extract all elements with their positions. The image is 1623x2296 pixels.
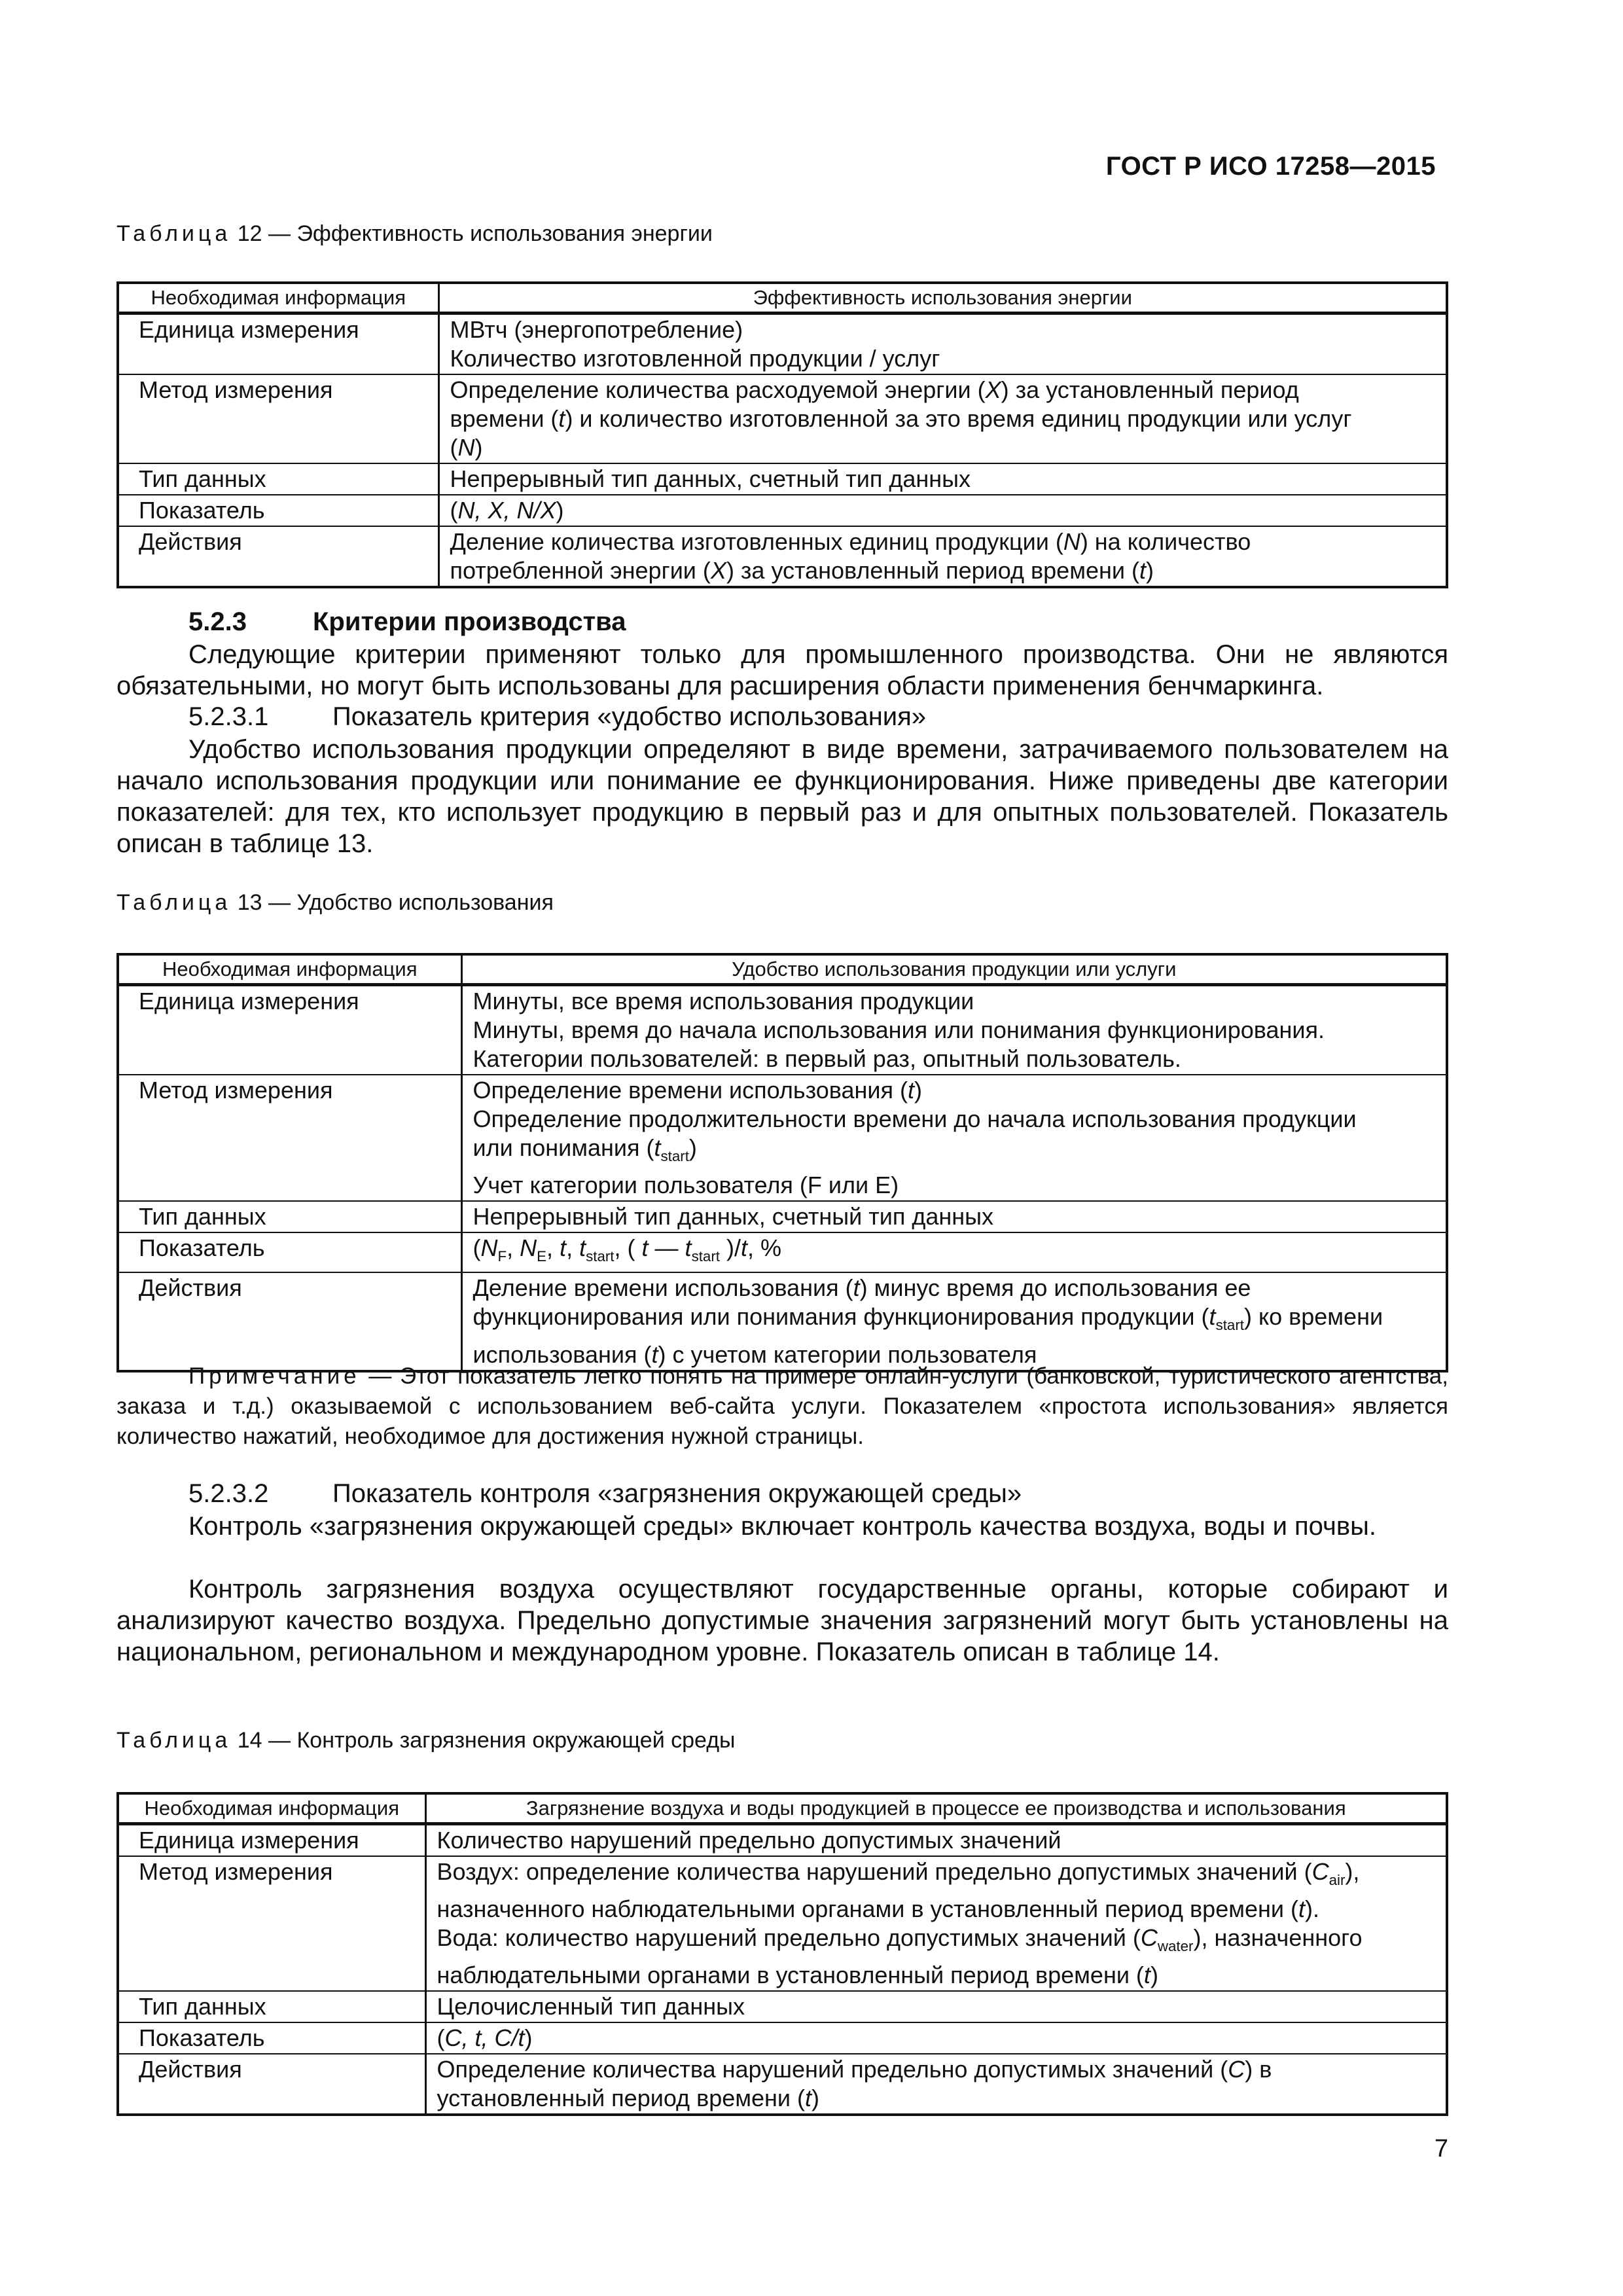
section-5232-title: Показатель контроля «загрязнения окружающей среды» <box>332 1479 1022 1508</box>
row-value <box>438 526 1447 587</box>
table13-caption-label: Таблица <box>116 890 232 915</box>
section-5232-heading <box>188 1479 1022 1509</box>
table14-caption-label: Таблица <box>116 1728 232 1753</box>
table-row <box>118 495 1447 526</box>
table14-caption-text: 14 — Контроль загрязнения окружающей среды <box>237 1728 736 1753</box>
row-value-line: потребленной энергии (X) за установленный период времени (t) <box>450 557 1154 584</box>
table12-col-header: Необходимая информация <box>118 283 438 314</box>
section-5231-text: Удобство использования продукции определяют в виде времени, затрачиваемого пользователем на начало использования продукции или понимание ее функционирования. Ниже приведены две категории показателей: для тех, кто использует продукцию в первый раз и для опытных пользователей. Показатель описан в таблице 13. <box>116 735 1448 858</box>
row-value-line: назначенного наблюдательными органами в установленный период времени (t). <box>437 1895 1319 1923</box>
table-row <box>118 1991 1447 2022</box>
row-value <box>461 985 1447 1075</box>
table-row <box>118 985 1447 1075</box>
row-value-line: Категории пользователей: в первый раз, опытный пользователь. <box>473 1045 1181 1072</box>
row-value-line: времени (t) и количество изготовленной за это время единиц продукции или услуг <box>450 405 1352 432</box>
section-5232-text2: Контроль загрязнения воздуха осуществляют государственные органы, которые собирают и анализируют качество воздуха. Предельно допустимые значения загрязнений могут быть установлены на национальном, региональном и международном уровне. Показатель описан в таблице 14. <box>116 1575 1448 1666</box>
row-value-line: Деление количества изготовленных единиц продукции (N) на количество <box>450 528 1251 555</box>
row-value-line: наблюдательными органами в установленный период времени (t) <box>437 1962 1158 1989</box>
table14 <box>116 1792 1448 2116</box>
row-value-line: Непрерывный тип данных, счетный тип данных <box>450 465 971 492</box>
row-value-line: Определение времени использования (t) <box>473 1077 923 1103</box>
row-value-line: ($N_F$, $N_E$, t, $t_{start}$, ( t — $t_{start}$ )/t, % <box>473 1234 781 1265</box>
table13-col-header: Удобство использования продукции или услуги <box>461 954 1447 985</box>
table12-caption-text: 12 — Эффективность использования энергии <box>237 221 713 246</box>
note-text: — Этот показатель легко понять на примере онлайн-услуги (банковской, туристического агентства, заказа и т.д.) оказываемой с использованием веб-сайта услуги. Показателем «простота использования» является количество нажатий, необходимое для достижения нужной страницы. <box>116 1363 1448 1449</box>
section-523-title: Критерии производства <box>313 607 626 636</box>
section-5231-heading <box>188 702 926 732</box>
row-label: Единица измерения <box>118 985 461 1075</box>
section-5232-text1: Контроль «загрязнения окружающей среды» включает контроль качества воздуха, воды и почвы. <box>188 1512 1376 1541</box>
row-label: Единица измерения <box>118 314 438 375</box>
row-label: Действия <box>118 1272 461 1371</box>
row-label: Метод измерения <box>118 374 438 463</box>
table14-col-header: Загрязнение воздуха и воды продукцией в процессе ее производства и использования <box>425 1793 1447 1824</box>
note-label: Примечание <box>188 1363 361 1389</box>
row-value <box>461 1272 1447 1371</box>
table-row <box>118 463 1447 495</box>
row-value-line: установленный период времени (t) <box>437 2085 819 2112</box>
row-value-line: Определение количества расходуемой энергии (X) за установленный период <box>450 376 1299 403</box>
row-value-line: Определение продолжительности времени до начала использования продукции <box>473 1105 1357 1132</box>
row-value-line: функционирования или понимания функционирования продукции $(t_{start})$ ко времени <box>473 1303 1383 1334</box>
row-value-line: Целочисленный тип данных <box>437 1993 745 2020</box>
table-row <box>118 1824 1447 1857</box>
row-value <box>461 1201 1447 1232</box>
row-value-line: Воздух: определение количества нарушений предельно допустимых значений $(C_{air})$, <box>437 1858 1360 1889</box>
row-label: Тип данных <box>118 1991 425 2022</box>
row-value-line: Минуты, все время использования продукции <box>473 988 974 1014</box>
row-value <box>425 2054 1447 2115</box>
row-value <box>438 374 1447 463</box>
row-value <box>461 1232 1447 1272</box>
table14-caption <box>116 1728 735 1753</box>
section-5232-number: 5.2.3.2 <box>188 1479 269 1508</box>
table12-caption <box>116 221 713 247</box>
section-5231-paragraph <box>116 734 1448 859</box>
row-value-line: (N, X, N/X) <box>450 497 564 524</box>
row-label: Метод измерения <box>118 1856 425 1991</box>
row-value <box>438 314 1447 375</box>
row-label: Метод измерения <box>118 1075 461 1201</box>
table-row <box>118 1232 1447 1272</box>
section-5232-paragraph1 <box>116 1511 1448 1542</box>
table13 <box>116 953 1448 1372</box>
section-523-paragraph <box>116 639 1448 702</box>
row-value-line: Вода: количество нарушений предельно допустимых значений $(C_{water})$, назначенного <box>437 1924 1363 1955</box>
section-5231-title: Показатель критерия «удобство использования» <box>332 702 927 731</box>
section-523-text: Следующие критерии применяют только для промышленного производства. Они не являются обязательными, но могут быть использованы для расширения области применения бенчмаркинга. <box>116 640 1448 700</box>
table12 <box>116 281 1448 588</box>
table12-col-header: Эффективность использования энергии <box>438 283 1447 314</box>
table-row <box>118 2022 1447 2054</box>
row-value-line: Деление времени использования (t) минус время до использования ее <box>473 1274 1251 1302</box>
row-value <box>425 1991 1447 2022</box>
row-label: Показатель <box>118 2022 425 2054</box>
table-row <box>118 374 1447 463</box>
row-label: Показатель <box>118 1232 461 1272</box>
row-value <box>425 1824 1447 1857</box>
table13-caption <box>116 890 554 916</box>
row-value-line: использования (t) с учетом категории пользователя <box>473 1340 1037 1368</box>
row-value-line: Учет категории пользователя (F или E) <box>473 1172 899 1199</box>
row-value <box>425 2022 1447 2054</box>
standard-header: ГОСТ Р ИСО 17258—2015 <box>1105 152 1436 181</box>
section-5232-paragraph2 <box>116 1573 1448 1668</box>
section-523-number: 5.2.3 <box>188 607 247 636</box>
row-label: Действия <box>118 526 438 587</box>
row-value-line: или понимания $(t_{start})$ <box>473 1134 697 1165</box>
table-row <box>118 1856 1447 1991</box>
row-label: Единица измерения <box>118 1824 425 1857</box>
table13-col-header: Необходимая информация <box>118 954 461 985</box>
row-value <box>461 1075 1447 1201</box>
table13-caption-text: 13 — Удобство использования <box>237 890 554 915</box>
row-value-line: МВтч (энергопотребление) <box>450 316 743 343</box>
table-row <box>118 526 1447 587</box>
page-number: 7 <box>1434 2135 1448 2162</box>
row-value <box>438 463 1447 495</box>
row-label: Показатель <box>118 495 438 526</box>
table-row <box>118 1075 1447 1201</box>
row-value-line: (C, t, C/t) <box>437 2024 533 2052</box>
table-row <box>118 314 1447 375</box>
note <box>116 1361 1448 1452</box>
table-row <box>118 1272 1447 1371</box>
table-row <box>118 2054 1447 2115</box>
row-value-line: Количество нарушений предельно допустимых значений <box>437 1827 1061 1854</box>
row-value-line: Непрерывный тип данных, счетный тип данных <box>473 1203 993 1230</box>
row-value <box>438 495 1447 526</box>
row-value-line: Минуты, время до начала использования или понимания функционирования. <box>473 1016 1325 1043</box>
row-value-line: (N) <box>450 434 483 461</box>
table-row <box>118 1201 1447 1232</box>
row-label: Действия <box>118 2054 425 2115</box>
row-value-line: Количество изготовленной продукции / услуг <box>450 345 940 372</box>
section-523-heading <box>188 607 626 637</box>
table14-col-header: Необходимая информация <box>118 1793 425 1824</box>
row-value-line: Определение количества нарушений предельно допустимых значений (C) в <box>437 2056 1272 2083</box>
row-label: Тип данных <box>118 463 438 495</box>
table12-caption-label: Таблица <box>116 221 232 246</box>
section-5231-number: 5.2.3.1 <box>188 702 269 731</box>
row-value <box>425 1856 1447 1991</box>
row-label: Тип данных <box>118 1201 461 1232</box>
